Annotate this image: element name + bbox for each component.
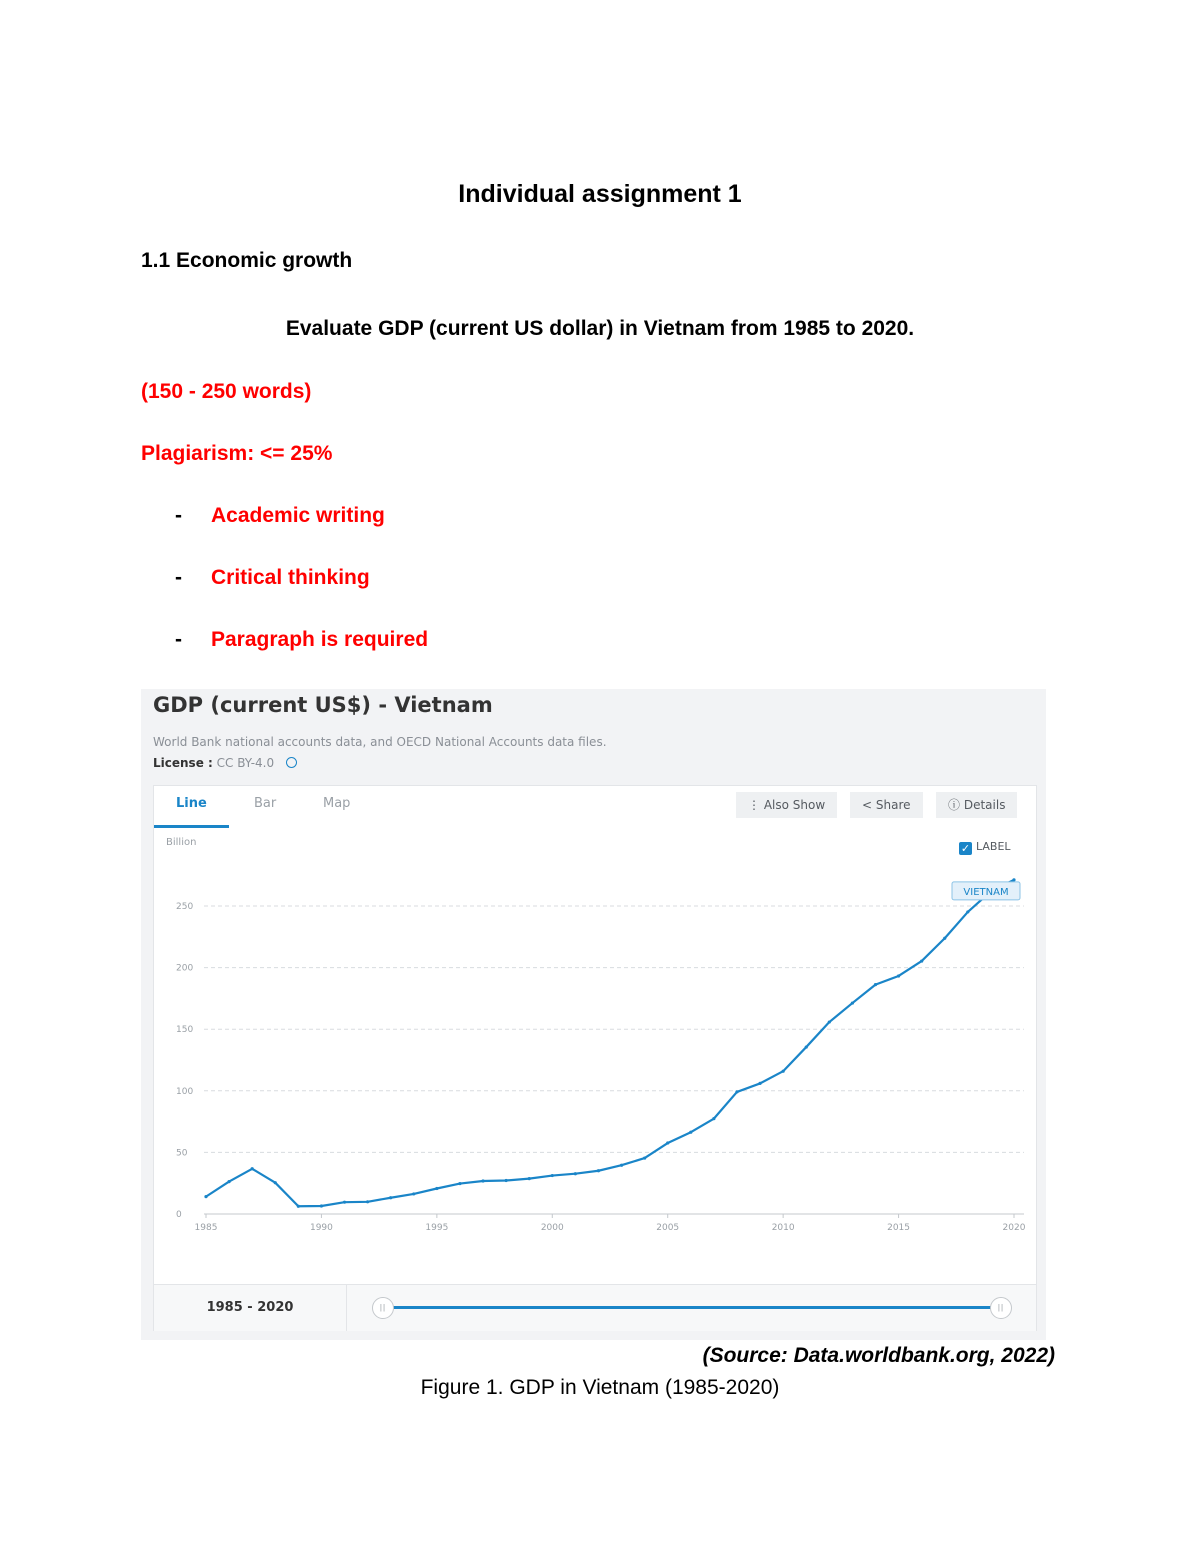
legend-label: LABEL <box>976 840 1011 853</box>
data-point <box>574 1172 577 1175</box>
tab-bar[interactable]: Bar <box>254 796 277 811</box>
year-range-label: 1985 - 2020 <box>154 1285 347 1331</box>
data-point <box>712 1117 715 1120</box>
data-point <box>227 1180 230 1183</box>
x-tick-label: 2010 <box>771 1223 795 1233</box>
word-count-requirement: (150 - 250 words) <box>141 380 312 403</box>
data-point <box>297 1205 300 1208</box>
data-point <box>597 1169 600 1172</box>
document-title: Individual assignment 1 <box>458 180 742 208</box>
slider-track[interactable] <box>384 1306 1002 1309</box>
tab-line[interactable]: Line <box>154 796 229 828</box>
license-line <box>153 756 297 770</box>
data-point <box>551 1174 554 1177</box>
license-value[interactable]: CC BY-4.0 <box>216 756 275 770</box>
figure-caption: Figure 1. GDP in Vietnam (1985-2020) <box>420 1376 780 1399</box>
bullet-marker: - <box>175 504 182 527</box>
data-point <box>828 1020 831 1023</box>
assignment-prompt: Evaluate GDP (current US dollar) in Vietnam from 1985 to 2020. <box>285 317 915 340</box>
series-tag-label: VIETNAM <box>963 886 1009 898</box>
also-show-label: Also Show <box>763 798 826 812</box>
share-label: Share <box>875 798 911 812</box>
slider-end-handle[interactable]: || <box>990 1297 1012 1319</box>
data-point <box>666 1141 669 1144</box>
series-line-vietnam <box>206 880 1014 1206</box>
data-point <box>412 1192 415 1195</box>
bullet-critical-thinking: Critical thinking <box>211 566 370 589</box>
chart-page-title: GDP (current US$) - Vietnam <box>153 693 493 717</box>
y-axis-unit-label: Billion <box>166 837 197 848</box>
plagiarism-requirement: Plagiarism: <= 25% <box>141 442 333 465</box>
data-point <box>966 910 969 913</box>
chart-source-note: World Bank national accounts data, and OECD National Accounts data files. <box>153 735 607 749</box>
checkbox-checked-icon[interactable]: ✓ <box>960 842 971 855</box>
x-tick-label: 1995 <box>425 1223 449 1233</box>
gdp-line-chart <box>154 786 1036 1284</box>
details-label: Details <box>963 798 1006 812</box>
data-point <box>528 1177 531 1180</box>
vertical-dots-icon: ⋮ <box>748 798 760 812</box>
y-tick-label: 200 <box>176 963 194 974</box>
data-point <box>643 1156 646 1159</box>
data-point <box>874 983 877 986</box>
y-tick-label: 150 <box>176 1025 194 1036</box>
y-tick-label: 50 <box>176 1148 188 1159</box>
bullet-paragraph-required: Paragraph is required <box>211 628 429 651</box>
data-point <box>851 1001 854 1004</box>
data-point <box>1012 878 1015 881</box>
x-tick-label: 1990 <box>309 1223 333 1233</box>
data-point <box>458 1182 461 1185</box>
x-tick-label: 2005 <box>656 1223 680 1233</box>
data-point <box>620 1164 623 1167</box>
range-slider-bar <box>154 1284 1036 1331</box>
data-point <box>274 1181 277 1184</box>
bullet-marker: - <box>175 628 182 651</box>
x-tick-label: 2015 <box>887 1223 911 1233</box>
data-point <box>389 1196 392 1199</box>
data-point <box>897 974 900 977</box>
worldbank-screenshot <box>141 689 1046 1340</box>
data-point <box>204 1195 207 1198</box>
chart-card <box>153 785 1037 1331</box>
data-point <box>689 1131 692 1134</box>
section-heading: 1.1 Economic growth <box>141 249 353 272</box>
slider-start-handle[interactable]: || <box>372 1297 394 1319</box>
data-point <box>782 1070 785 1073</box>
data-point <box>805 1045 808 1048</box>
data-point <box>920 959 923 962</box>
source-citation: (Source: Data.worldbank.org, 2022) <box>702 1344 1055 1367</box>
x-tick-label: 1985 <box>194 1223 218 1233</box>
tab-map[interactable]: Map <box>323 796 351 811</box>
data-point <box>320 1204 323 1207</box>
share-icon: < <box>862 798 873 812</box>
bullet-marker: - <box>175 566 182 589</box>
data-point <box>366 1200 369 1203</box>
y-tick-label: 100 <box>176 1086 194 1097</box>
y-tick-label: 250 <box>176 902 194 912</box>
data-point <box>505 1179 508 1182</box>
x-tick-label: 2000 <box>540 1223 564 1233</box>
data-point <box>481 1179 484 1182</box>
data-point <box>251 1167 254 1170</box>
info-icon[interactable] <box>286 757 297 768</box>
data-point <box>435 1187 438 1190</box>
license-label: License : <box>153 756 213 770</box>
data-point <box>735 1090 738 1093</box>
data-point <box>943 937 946 940</box>
y-tick-label: 0 <box>176 1210 182 1220</box>
bullet-academic-writing: Academic writing <box>211 504 385 527</box>
data-point <box>758 1082 761 1085</box>
x-tick-label: 2020 <box>1002 1223 1026 1233</box>
data-point <box>343 1201 346 1204</box>
info-circle-icon: ⓘ <box>948 798 961 812</box>
